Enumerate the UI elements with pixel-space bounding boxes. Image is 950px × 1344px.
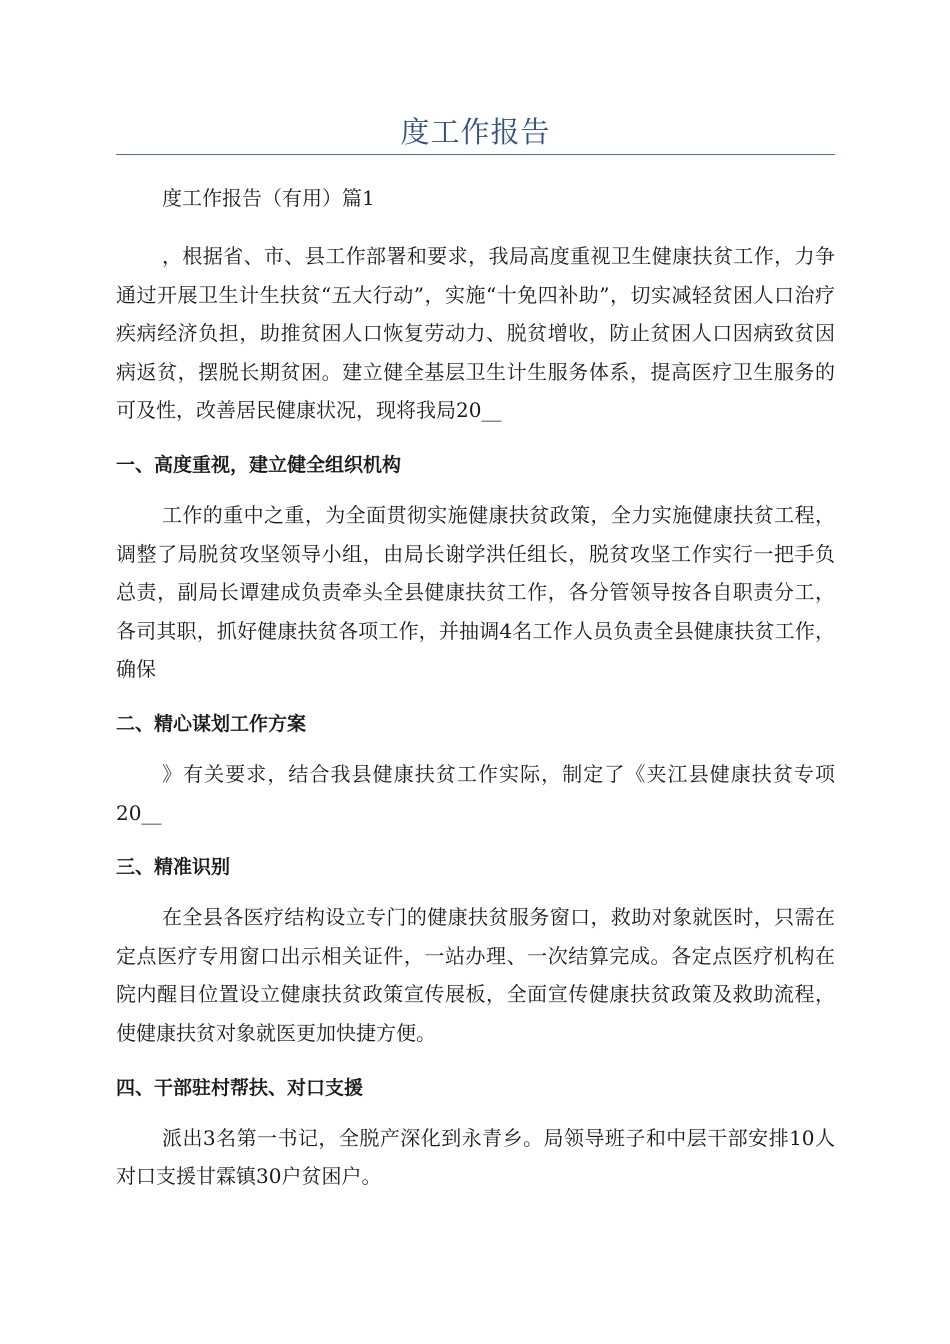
section-body-1: 工作的重中之重，为全面贯彻实施健康扶贫政策，全力实施健康扶贫工程，调整了局脱贫攻坚领导小组，由局长谢学洪任组长，脱贫攻坚工作实行一把手负总责，副局长谭建成负责牵头全县健康扶贫工作，各分管领导按各自职责分工，各司其职，抓好健康扶贫各项工作，并抽调4名工作人员负责全县健康扶贫工作，确保 — [116, 502, 835, 682]
section-heading-4: 四、干部驻村帮扶、对口支援 — [116, 1076, 364, 1099]
document-subtitle: 度工作报告（有用）篇1 — [162, 186, 375, 210]
title-underline — [116, 154, 835, 155]
document-page — [116, 0, 835, 1196]
section-body-3: 在全县各医疗结构设立专门的健康扶贫服务窗口，救助对象就医时，只需在定点医疗专用窗口出示相关证件，一站办理、一次结算完成。各定点医疗机构在院内醒目位置设立健康扶贫政策宣传展板，全面宣传健康扶贫政策及救助流程，使健康扶贫对象就医更加快捷方便。 — [116, 905, 835, 1045]
document-title: 度工作报告 — [400, 115, 551, 149]
section-body-4: 派出3名第一书记，全脱产深化到永青乡。局领导班子和中层干部安排10人对口支援甘霖镇30户贫困户。 — [116, 1125, 835, 1189]
section-heading-1: 一、高度重视，建立健全组织机构 — [116, 453, 402, 476]
section-heading-2: 二、精心谋划工作方案 — [116, 712, 307, 735]
intro-paragraph: ，根据省、市、县工作部署和要求，我局高度重视卫生健康扶贫工作，力争通过开展卫生计生扶贫“五大行动”，实施“十免四补助”，切实减轻贫困人口治疗疾病经济负担，助推贫困人口恢复劳动力、脱贫增收，防止贫困人口因病致贫因病返贫，摆脱长期贫困。建立健全基层卫生计生服务体系，提高医疗卫生服务的可及性，改善居民健康状况，现将我局20__ — [116, 244, 835, 423]
section-heading-3: 三、精准识别 — [116, 856, 231, 879]
section-body-2: 》有关要求，结合我县健康扶贫工作实际，制定了《夹江县健康扶贫专项20__ — [116, 761, 835, 825]
